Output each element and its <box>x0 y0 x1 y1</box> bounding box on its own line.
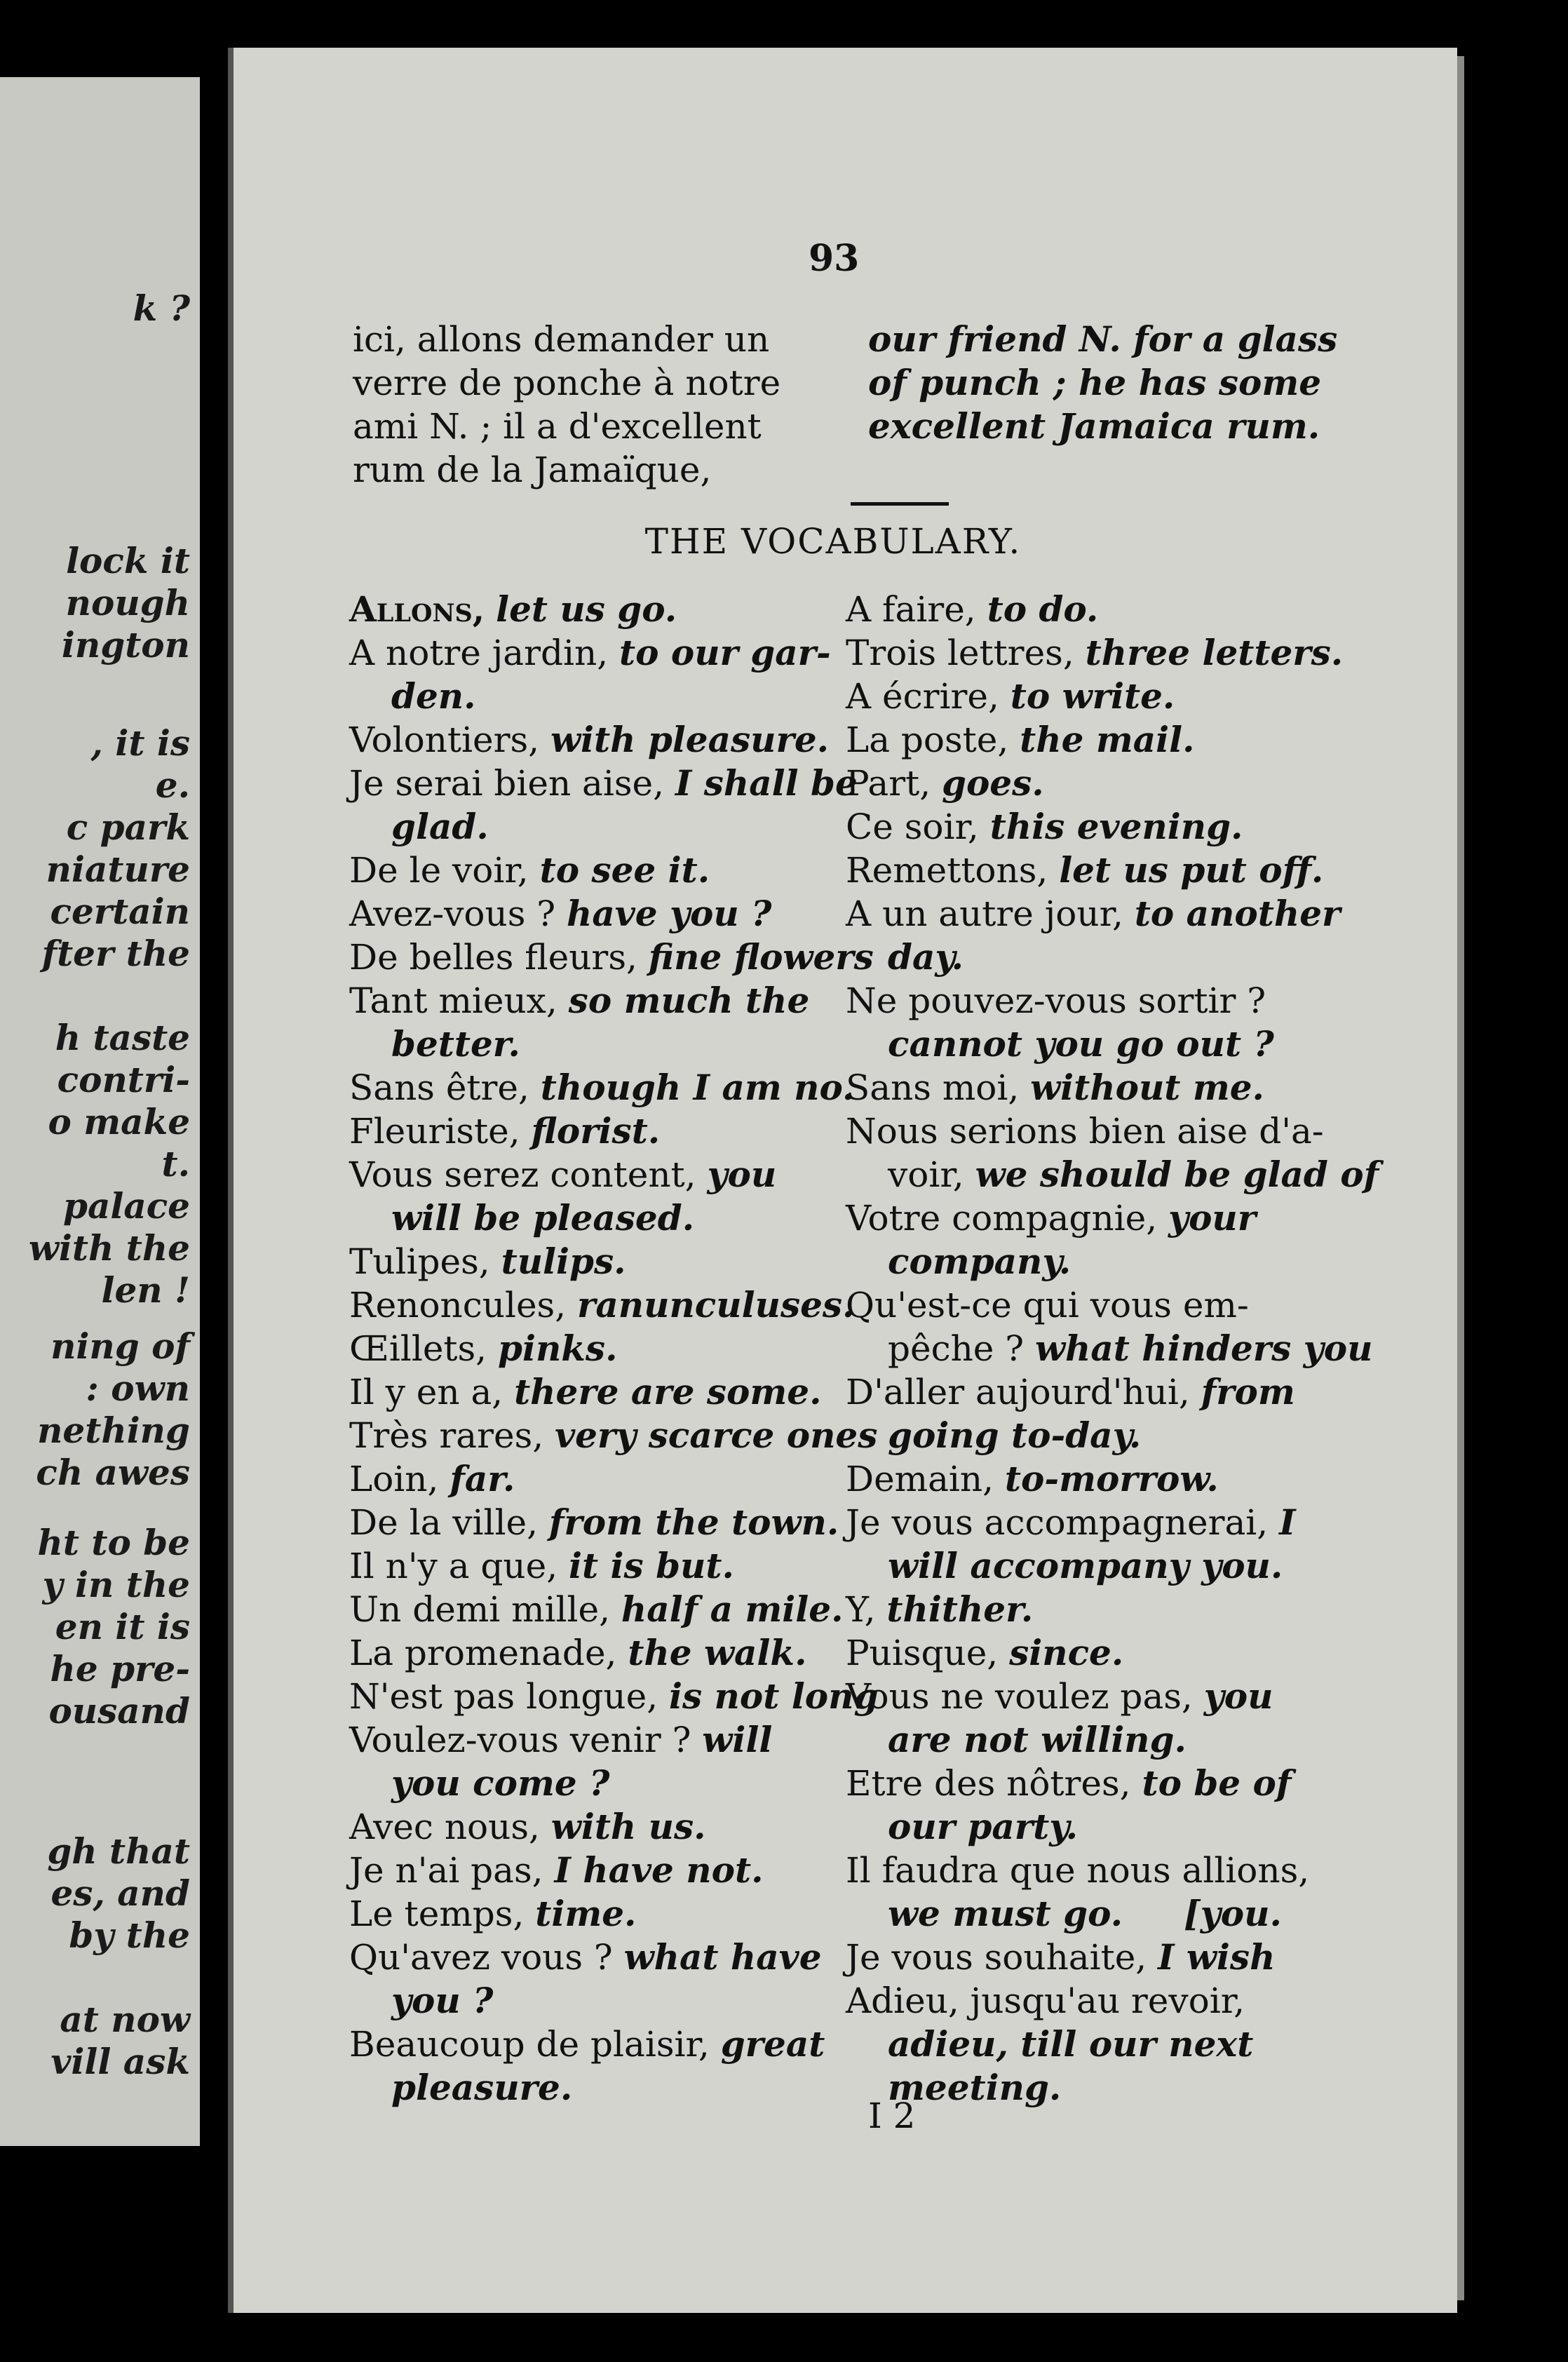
vocab-entry <box>349 1240 878 1283</box>
vocab-entry <box>846 675 1379 718</box>
facing-page-fragment: c park <box>66 807 190 848</box>
vocab-entry <box>349 1023 878 1066</box>
vocab-entry <box>846 1892 1379 1936</box>
french-term: De la ville, <box>349 1502 538 1543</box>
french-term: Qu'avez vous ? <box>349 1937 613 1978</box>
english-translation: let us go. <box>496 588 677 630</box>
facing-page-fragment: niature <box>46 849 190 890</box>
french-term: Ne pouvez-vous sortir ? <box>846 980 1266 1021</box>
facing-page-fragment: o make <box>48 1101 190 1142</box>
vocab-entry <box>349 805 878 849</box>
vocab-entry <box>846 1457 1379 1501</box>
english-translation: glad. <box>391 806 489 847</box>
english-translation: without me. <box>1030 1067 1264 1108</box>
french-term: voir, <box>888 1154 964 1195</box>
vocabulary-left-column <box>349 588 878 2110</box>
french-term: De le voir, <box>349 850 529 891</box>
english-translation: to do. <box>987 588 1099 630</box>
french-term: Avec nous, <box>349 1807 540 1847</box>
vocab-entry <box>846 892 1379 936</box>
english-translation: will accompany you. <box>888 1545 1283 1586</box>
intro-line: ici, allons demander un <box>353 319 770 360</box>
vocab-entry <box>349 936 878 979</box>
vocab-entry <box>349 1414 878 1457</box>
vocab-entry <box>349 1675 878 1718</box>
french-term: Avez-vous ? <box>349 893 556 934</box>
french-term: A un autre jour, <box>846 893 1123 934</box>
facing-page-fragment: y in the <box>42 1564 190 1605</box>
facing-page-fragment: with the <box>28 1227 190 1269</box>
facing-page-fragment: , it is <box>90 722 190 764</box>
vocab-entry <box>846 936 1379 979</box>
vocab-entry <box>349 979 878 1023</box>
english-translation: to our gar- <box>619 632 831 673</box>
vocab-entry <box>349 1849 878 1892</box>
english-translation: better. <box>391 1023 520 1065</box>
french-term: D'aller aujourd'hui, <box>846 1372 1190 1412</box>
facing-page-fragment: nething <box>37 1410 190 1451</box>
english-translation: what hinders you <box>1035 1328 1373 1369</box>
english-translation: thither. <box>886 1588 1034 1630</box>
french-term: Loin, <box>349 1459 439 1499</box>
english-translation: pinks. <box>497 1328 618 1369</box>
vocab-entry <box>349 1979 878 2023</box>
vocab-entry <box>846 2023 1379 2066</box>
french-term: Etre des nôtres, <box>846 1763 1131 1804</box>
french-term: Puisque, <box>846 1633 999 1673</box>
french-term: Il y en a, <box>349 1372 503 1412</box>
english-translation: will <box>702 1719 773 1760</box>
vocab-entry <box>349 2023 878 2066</box>
vocab-entry <box>349 1109 878 1153</box>
french-term: Je n'ai pas, <box>349 1850 543 1891</box>
facing-page-fragment: ning of <box>50 1325 190 1367</box>
vocab-entry <box>349 1805 878 1849</box>
french-term: Tant mieux, <box>349 980 557 1021</box>
facing-page-fragment: ch awes <box>36 1452 190 1493</box>
vocab-entry <box>349 1762 878 1805</box>
english-translation: I wish <box>1158 1936 1276 1978</box>
vocab-entry <box>846 1849 1379 1892</box>
intro-line: rum de la Jamaïque, <box>353 450 712 490</box>
vocab-entry <box>846 1979 1379 2023</box>
english-translation: though I am no. <box>540 1067 855 1108</box>
english-translation: there are some. <box>514 1371 822 1412</box>
vocab-entry <box>846 1066 1379 1109</box>
vocab-entry <box>846 588 1379 631</box>
vocab-entry <box>349 718 878 762</box>
page-number: 93 <box>809 237 860 280</box>
english-translation: is not long <box>669 1675 879 1717</box>
french-term: Beaucoup de plaisir, <box>349 2024 710 2065</box>
english-translation: we must go. [you. <box>888 1893 1282 1934</box>
vocabulary-right-column <box>846 588 1379 2110</box>
facing-page-fragment: palace <box>62 1185 190 1227</box>
vocab-entry <box>349 1153 878 1196</box>
english-translation: are not willing. <box>888 1719 1187 1760</box>
facing-page-fragment: fter the <box>41 933 190 974</box>
english-translation: have you ? <box>566 893 772 934</box>
facing-page-fragment: ington <box>61 624 190 666</box>
vocab-entry <box>349 849 878 892</box>
english-translation: I have not. <box>554 1849 764 1891</box>
vocab-entry <box>846 1109 1379 1153</box>
vocab-entry <box>846 979 1379 1023</box>
vocab-entry <box>846 1805 1379 1849</box>
french-term: Trois lettres, <box>846 633 1074 673</box>
english-translation: day. <box>888 936 964 978</box>
facing-page-fragment: es, and <box>50 1872 190 1914</box>
english-translation: you <box>707 1154 777 1195</box>
intro-line: excellent Jamaica rum. <box>868 405 1320 447</box>
facing-page-fragment: nough <box>65 582 190 623</box>
divider-rule <box>851 502 949 506</box>
english-translation: time. <box>535 1893 637 1934</box>
vocabulary-heading: THE VOCABULARY. <box>644 521 1022 562</box>
facing-page-fragment: h taste <box>55 1017 190 1058</box>
vocab-entry <box>846 1675 1379 1718</box>
vocab-entry <box>846 1936 1379 1979</box>
english-translation: to another <box>1134 893 1341 934</box>
english-translation: with pleasure. <box>550 719 830 760</box>
french-term: Très rares, <box>349 1415 544 1456</box>
vocab-entry <box>349 1196 878 1240</box>
facing-page-fragment: he pre- <box>50 1648 190 1689</box>
french-term: Je vous accompagnerai, <box>846 1502 1269 1543</box>
french-term: Vous serez content, <box>349 1154 696 1195</box>
vocab-entry <box>846 1240 1379 1283</box>
vocab-entry <box>846 1718 1379 1762</box>
book-page <box>228 48 1457 2313</box>
french-term: Fleuriste, <box>349 1111 520 1152</box>
intro-line: our friend N. for a glass <box>868 318 1338 360</box>
vocab-entry <box>349 1370 878 1414</box>
vocab-entry <box>846 2066 1379 2110</box>
french-term: Je serai bien aise, <box>349 763 664 804</box>
vocab-entry <box>846 1588 1379 1631</box>
intro-line: ami N. ; il a d'excellent <box>353 406 762 447</box>
english-translation: to write. <box>1010 675 1175 717</box>
vocab-entry <box>846 1544 1379 1588</box>
vocab-entry <box>846 1327 1379 1370</box>
vocab-entry <box>846 1501 1379 1544</box>
french-term: pêche ? <box>888 1328 1025 1369</box>
vocab-entry <box>846 631 1379 675</box>
vocab-entry <box>846 762 1379 805</box>
vocab-entry <box>349 1892 878 1936</box>
french-term: A faire, <box>846 589 976 630</box>
vocab-entry <box>349 675 878 718</box>
english-translation: half a mile. <box>621 1588 844 1630</box>
vocab-entry <box>349 1631 878 1675</box>
french-term: Vous ne voulez pas, <box>846 1676 1193 1717</box>
vocab-entry <box>846 1370 1379 1414</box>
vocab-entry <box>349 1544 878 1588</box>
vocab-entry <box>846 805 1379 849</box>
intro-french <box>353 318 780 492</box>
signature-mark: I 2 <box>868 2096 916 2136</box>
intro-line: of punch ; he has some <box>868 362 1322 403</box>
french-term: Nous serions bien aise d'a- <box>846 1111 1324 1152</box>
english-translation: I <box>1279 1501 1296 1543</box>
vocab-entry <box>349 1588 878 1631</box>
vocab-entry <box>846 1414 1379 1457</box>
vocab-entry <box>349 1501 878 1544</box>
vocab-entry <box>349 1327 878 1370</box>
vocab-entry <box>846 1762 1379 1805</box>
french-term: Renoncules, <box>349 1285 567 1325</box>
french-term: Ce soir, <box>846 807 979 847</box>
vocab-entry <box>349 892 878 936</box>
english-translation: from the town. <box>548 1501 839 1543</box>
english-translation: our party. <box>888 1806 1078 1847</box>
english-translation: goes. <box>942 762 1044 804</box>
vocab-entry <box>846 718 1379 762</box>
facing-page-fragment: en it is <box>55 1606 190 1647</box>
english-translation: to-morrow. <box>1004 1458 1219 1499</box>
english-translation: florist. <box>531 1110 661 1152</box>
english-translation: very scarce ones <box>555 1415 878 1456</box>
english-translation: with us. <box>550 1806 706 1847</box>
french-term: Votre compagnie, <box>846 1198 1158 1239</box>
french-term: Part, <box>846 763 931 804</box>
facing-page-fragment: certain <box>50 891 190 932</box>
french-term: Il n'y a que, <box>349 1546 558 1586</box>
vocab-entry <box>349 1936 878 1979</box>
english-translation: meeting. <box>888 2067 1062 2108</box>
french-term: Je vous souhaite, <box>846 1937 1147 1978</box>
english-translation: three letters. <box>1085 632 1344 673</box>
french-term: De belles fleurs, <box>349 937 637 978</box>
facing-page-fragment: t. <box>161 1143 190 1185</box>
english-translation: it is but. <box>569 1545 734 1586</box>
english-translation: far. <box>450 1458 515 1499</box>
vocab-entry <box>846 1283 1379 1327</box>
french-term: Remettons, <box>846 850 1048 891</box>
english-translation: adieu, till our next <box>888 2023 1254 2065</box>
english-translation: we should be glad of <box>975 1154 1379 1195</box>
intro-line: verre de ponche à notre <box>353 363 781 403</box>
english-translation: since. <box>1009 1632 1124 1673</box>
facing-page-fragment: lock it <box>66 540 190 581</box>
english-translation: so much the <box>568 980 810 1021</box>
vocab-entry <box>846 849 1379 892</box>
english-translation: fine flowers <box>648 936 874 978</box>
english-translation: cannot you go out ? <box>888 1023 1274 1065</box>
english-translation: will be pleased. <box>391 1197 695 1239</box>
french-term: Il faudra que nous allions, <box>846 1850 1310 1891</box>
english-translation: I shall be <box>675 762 858 804</box>
french-term: Volontiers, <box>349 720 540 760</box>
french-term: Adieu, jusqu'au revoir, <box>846 1980 1245 2021</box>
facing-page <box>0 77 200 2146</box>
facing-page-fragment: : own <box>86 1368 190 1409</box>
english-translation: going to-day. <box>888 1415 1142 1456</box>
english-translation: this evening. <box>989 806 1243 847</box>
facing-page-fragment: ht to be <box>37 1522 190 1563</box>
facing-page-fragment: by the <box>69 1915 190 1956</box>
french-term: La poste, <box>846 720 1009 760</box>
vocab-entry <box>349 1283 878 1327</box>
french-term: A notre jardin, <box>349 633 609 673</box>
vocab-entry <box>349 588 878 631</box>
french-term: Un demi mille, <box>349 1589 610 1630</box>
english-translation: to see it. <box>539 849 710 891</box>
vocab-entry <box>349 762 878 805</box>
french-term: Qu'est-ce qui vous em- <box>846 1285 1249 1325</box>
french-term: La promenade, <box>349 1633 617 1673</box>
vocab-entry <box>349 2066 878 2110</box>
french-term: N'est pas longue, <box>349 1676 658 1717</box>
intro-english <box>868 318 1337 448</box>
english-translation: from <box>1201 1371 1295 1412</box>
english-translation: company. <box>888 1241 1072 1282</box>
facing-page-fragment: e. <box>155 764 190 806</box>
english-translation: you ? <box>391 1980 494 2021</box>
facing-page-fragment: len ! <box>101 1269 190 1311</box>
english-translation: you come ? <box>391 1762 610 1804</box>
french-term: Sans moi, <box>846 1067 1020 1108</box>
english-translation: ranunculuses. <box>577 1284 855 1325</box>
english-translation: the mail. <box>1020 719 1195 760</box>
vocab-entry <box>349 1066 878 1109</box>
english-translation: you <box>1203 1675 1273 1717</box>
english-translation: let us put off. <box>1059 849 1324 891</box>
vocab-entry <box>349 631 878 675</box>
facing-page-fragment: contri- <box>57 1059 190 1100</box>
french-term: Voulez-vous venir ? <box>349 1720 691 1760</box>
english-translation: pleasure. <box>391 2067 573 2108</box>
vocab-entry <box>846 1023 1379 1066</box>
english-translation: tulips. <box>501 1241 626 1282</box>
english-translation: the walk. <box>628 1632 807 1673</box>
vocab-entry <box>846 1196 1379 1240</box>
english-translation: your <box>1168 1197 1257 1239</box>
facing-page-fragment: vill ask <box>50 2041 190 2082</box>
facing-page-fragment: at now <box>60 1999 190 2040</box>
vocab-entry <box>349 1718 878 1762</box>
french-term: A écrire, <box>846 676 999 717</box>
facing-page-fragment: k ? <box>133 288 190 329</box>
english-translation: den. <box>391 675 476 717</box>
english-translation: to be of <box>1142 1762 1292 1804</box>
vocab-entry <box>846 1153 1379 1196</box>
facing-page-fragment: gh that <box>47 1830 190 1872</box>
vocab-entry <box>846 1631 1379 1675</box>
french-term: Allons, <box>349 588 485 630</box>
vocab-entry <box>349 1457 878 1501</box>
french-term: Tulipes, <box>349 1241 490 1282</box>
french-term: Demain, <box>846 1459 994 1499</box>
facing-page-fragment: ousand <box>48 1690 190 1732</box>
french-term: Le temps, <box>349 1894 525 1934</box>
french-term: Œillets, <box>349 1328 487 1369</box>
french-term: Sans être, <box>349 1067 529 1108</box>
english-translation: great <box>720 2023 825 2065</box>
english-translation: what have <box>623 1936 822 1978</box>
french-term: Y, <box>846 1589 876 1630</box>
